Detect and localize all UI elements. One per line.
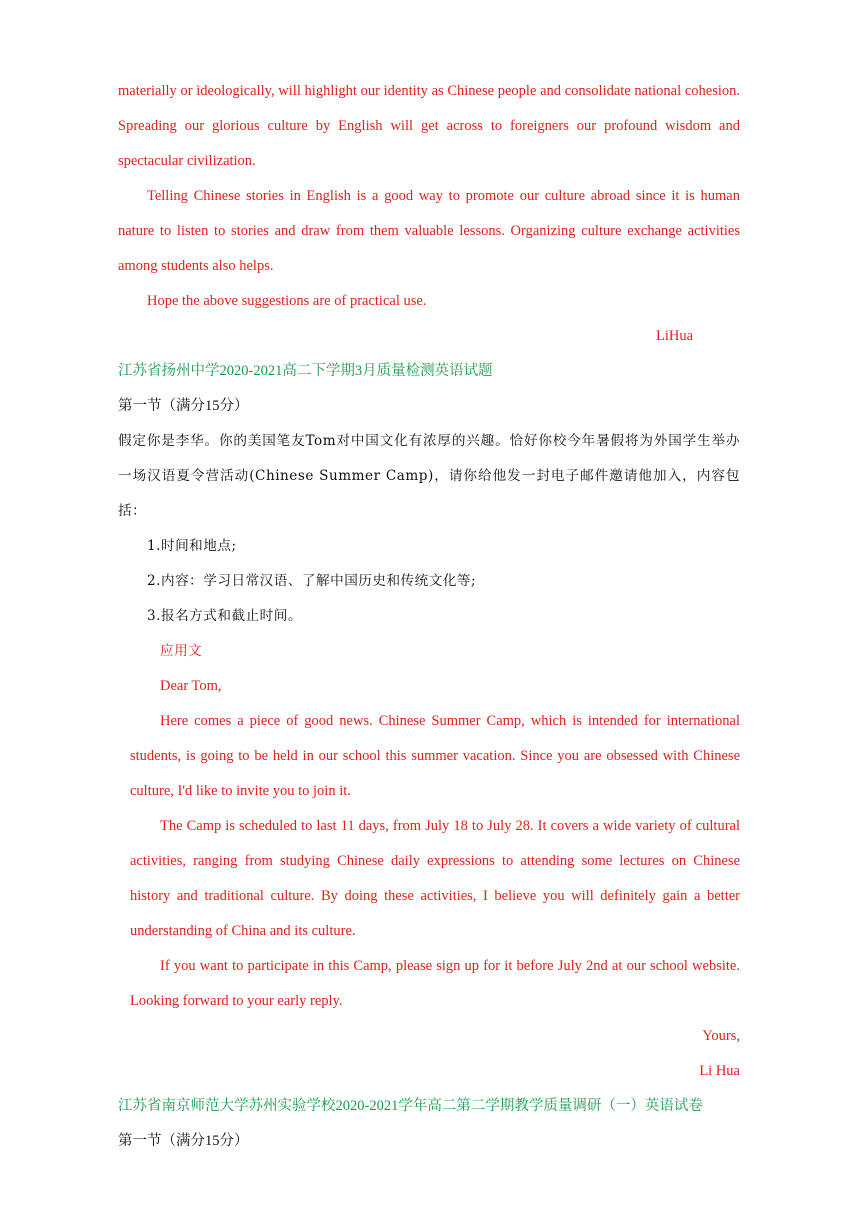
answer-label: 应用文 [160,643,203,659]
letter-greeting: Dear Tom, [160,678,222,694]
essay-paragraph-continued: materially or ideologically, will highlight our identity as Chinese people and consolidate national cohesion. Spreading our glorious culture by English will get across to foreigners our profound wisdom and spectacular civilization. [118,83,740,169]
model-letter [130,634,740,1089]
essay-paragraph: Telling Chinese stories in English is a good way to promote our culture abroad since it is human nature to listen to stories and draw from them valuable lessons. Organizing culture exchange activities among students also helps. [118,188,740,274]
essay-signature: LiHua [656,328,694,344]
document-page [118,74,740,1159]
letter-paragraph: Here comes a piece of good news. Chinese Summer Camp, which is intended for international students, is going to be held in our school this summer vacation. Since you are obsessed with Chinese culture, I'd like to invite you to join it. [130,713,740,799]
source-heading: 江苏省南京师范大学苏州实验学校2020-2021学年高二第二学期教学质量调研（一）英语试卷 [118,1098,703,1114]
task-point: 3.报名方式和截止时间。 [147,608,302,624]
letter-signature: Li Hua [699,1063,740,1079]
letter-paragraph: The Camp is scheduled to last 11 days, from July 18 to July 28. It covers a wide variety of cultural activities, ranging from studying Chinese daily expressions to attending some lectures on Chinese history and traditional culture. By doing these activities, I believe you will definitely gain a better understanding of China and its culture. [130,818,740,939]
source-heading: 江苏省扬州中学2020-2021高二下学期3月质量检测英语试题 [118,363,493,379]
task-point: 2.内容：学习日常汉语、了解中国历史和传统文化等; [147,573,477,589]
section-title: 第一节（满分15分） [118,1133,249,1149]
essay-closing-line: Hope the above suggestions are of practical use. [147,293,427,309]
letter-closing: Yours, [702,1028,740,1044]
task-point: 1.时间和地点; [147,538,237,554]
section-title: 第一节（满分15分） [118,398,249,414]
task-prompt: 假定你是李华。你的美国笔友Tom对中国文化有浓厚的兴趣。恰好你校今年暑假将为外国学生举办一场汉语夏令营活动(Chinese Summer Camp)，请你给他发一封电子邮件邀请他加入，内容包括： [118,433,740,519]
letter-paragraph: If you want to participate in this Camp, please sign up for it before July 2nd at our school website. Looking forward to your early reply. [130,958,740,1009]
